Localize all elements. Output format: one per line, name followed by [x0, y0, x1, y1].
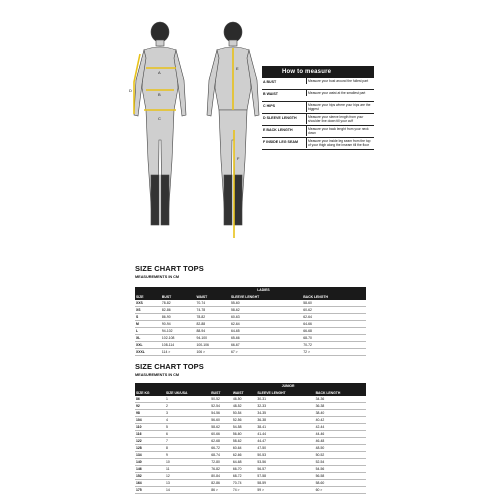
table-cell: 47-50: [256, 445, 314, 452]
table-cell: 56-60: [232, 431, 257, 438]
table-cell: 46-48: [315, 438, 366, 445]
table-cell: 58-59: [256, 480, 314, 487]
junior-chart-title: SIZE CHART TOPS: [135, 362, 204, 371]
table-cell: 146: [135, 466, 165, 473]
table-row: [135, 466, 366, 473]
table-cell: 62-64: [302, 314, 366, 321]
letter-b: B: [158, 92, 161, 97]
table-cell: 60-64: [232, 445, 257, 452]
table-cell: 54-56: [210, 410, 232, 417]
table-cell: 56-60: [210, 417, 232, 424]
table-cell: 62-64: [230, 321, 302, 328]
table-cell: 60-66: [210, 431, 232, 438]
table-cell: 30-31: [256, 396, 314, 403]
table-cell: 2: [165, 403, 210, 410]
letter-d: D: [129, 88, 132, 93]
measure-item: [262, 126, 374, 138]
table-cell: 122: [135, 438, 165, 445]
table-cell: 74-78: [195, 307, 230, 314]
measure-label: E BACK LENGTH: [263, 128, 293, 132]
table-cell: 140: [135, 459, 165, 466]
column-header: SIZE KG: [135, 390, 165, 396]
table-cell: XXXL: [135, 349, 161, 356]
table-cell: 36-38: [256, 417, 314, 424]
table-cell: 108-114: [161, 342, 196, 349]
table-cell: 50-54: [232, 410, 257, 417]
junior-group-label: JUNIOR: [210, 383, 366, 390]
table-cell: 58-60: [302, 300, 366, 307]
table-cell: 58-62: [232, 438, 257, 445]
table-row: [135, 480, 366, 487]
measure-item: [262, 114, 374, 126]
junior-chart-subtitle: MEASUREMENTS IN CM: [135, 373, 180, 377]
table-cell: 58-62: [210, 424, 232, 431]
table-cell: 60 >: [315, 487, 366, 494]
table-cell: 86: [135, 396, 165, 403]
table-cell: XS: [135, 307, 161, 314]
table-cell: 41-44: [256, 431, 314, 438]
table-cell: 72-80: [210, 459, 232, 466]
table-cell: 14: [165, 487, 210, 494]
table-row: [135, 328, 366, 335]
table-cell: 56-58: [315, 473, 366, 480]
table-cell: 114 >: [161, 349, 196, 356]
letter-e: E: [236, 66, 239, 71]
table-row: [135, 335, 366, 342]
table-cell: 34-35: [256, 410, 314, 417]
table-cell: 78-82: [195, 314, 230, 321]
ladies-chart-title: SIZE CHART TOPS: [135, 264, 204, 273]
table-cell: 116: [135, 431, 165, 438]
table-cell: 68-74: [210, 452, 232, 459]
junior-size-table: [135, 383, 366, 494]
table-cell: 100-106: [195, 342, 230, 349]
table-row: [135, 459, 366, 466]
table-row: [135, 445, 366, 452]
table-cell: 86 >: [210, 487, 232, 494]
table-cell: 62-66: [232, 452, 257, 459]
column-header: BACK LENGTH: [302, 294, 366, 300]
table-cell: 94-100: [195, 335, 230, 342]
table-cell: 64-66: [302, 321, 366, 328]
table-cell: 60-63: [230, 314, 302, 321]
table-cell: 94-102: [161, 328, 196, 335]
measure-desc: Measure your bust around the fullest part: [306, 78, 374, 84]
table-cell: 88-94: [195, 328, 230, 335]
table-cell: 164: [135, 480, 165, 487]
table-cell: 50-52: [210, 396, 232, 403]
table-cell: 44-47: [256, 438, 314, 445]
column-header: WAIST: [232, 390, 257, 396]
measure-item: [262, 90, 374, 102]
table-cell: 76-82: [210, 466, 232, 473]
table-cell: 90-94: [161, 321, 196, 328]
table-cell: 10: [165, 459, 210, 466]
table-cell: 34-36: [315, 396, 366, 403]
table-cell: 67 >: [230, 349, 302, 356]
table-row: [135, 438, 366, 445]
measure-item: [262, 138, 374, 150]
table-cell: 98: [135, 410, 165, 417]
table-cell: 74 >: [232, 487, 257, 494]
table-cell: 66-67: [230, 342, 302, 349]
table-cell: 82-88: [195, 321, 230, 328]
table-cell: 64-65: [230, 328, 302, 335]
table-cell: 92: [135, 403, 165, 410]
table-cell: 4: [165, 417, 210, 424]
rider-illustration: [128, 10, 268, 245]
measure-desc: Measure your inside leg seam from the top of your thigh along the inseam till the floor: [306, 138, 374, 148]
table-cell: 1: [165, 396, 210, 403]
table-row: [135, 424, 366, 431]
table-cell: 50-52: [315, 452, 366, 459]
table-cell: 78-82: [161, 300, 196, 307]
table-cell: 80-84: [210, 473, 232, 480]
table-cell: 53-56: [256, 459, 314, 466]
table-cell: 72 >: [302, 349, 366, 356]
column-header: BUST: [161, 294, 196, 300]
table-cell: 102-108: [161, 335, 196, 342]
table-cell: L: [135, 328, 161, 335]
ladies-size-table: [135, 287, 366, 356]
table-cell: 60-62: [302, 307, 366, 314]
ladies-chart-subtitle: MEASUREMENTS IN CM: [135, 275, 180, 279]
table-cell: 5: [165, 424, 210, 431]
table-cell: 70-74: [232, 480, 257, 487]
table-cell: 59 >: [256, 487, 314, 494]
table-cell: 66-70: [232, 466, 257, 473]
table-cell: 46-50: [232, 396, 257, 403]
table-cell: 50-53: [256, 452, 314, 459]
table-cell: 54-56: [315, 466, 366, 473]
table-cell: 66-68: [302, 328, 366, 335]
table-row: [135, 342, 366, 349]
column-header: SIZE: [135, 294, 161, 300]
column-header: SLEEVE LENGHT: [256, 390, 314, 396]
table-cell: 104: [135, 417, 165, 424]
table-cell: 152: [135, 473, 165, 480]
table-cell: 38-41: [256, 424, 314, 431]
measure-item: [262, 102, 374, 114]
table-row: [135, 417, 366, 424]
table-row: [135, 314, 366, 321]
table-cell: 70-72: [302, 342, 366, 349]
table-cell: S: [135, 314, 161, 321]
table-cell: 82-86: [210, 480, 232, 487]
table-cell: 12: [165, 473, 210, 480]
table-row: [135, 403, 366, 410]
table-cell: XL: [135, 335, 161, 342]
table-cell: 8: [165, 445, 210, 452]
table-row: [135, 321, 366, 328]
table-row: [135, 431, 366, 438]
table-cell: 57-58: [256, 473, 314, 480]
table-cell: 52-54: [315, 459, 366, 466]
table-cell: 52-56: [232, 417, 257, 424]
letter-a: A: [158, 70, 161, 75]
table-row: [135, 473, 366, 480]
measure-desc: Measure your sleeve length from your shoulder line down till your cuff: [306, 114, 374, 124]
ladies-group-label: LADIES: [161, 287, 366, 294]
how-to-measure-title: How to measure: [262, 66, 374, 78]
table-cell: 55-60: [230, 300, 302, 307]
measure-label: B WAIST: [263, 92, 278, 96]
table-cell: 110: [135, 424, 165, 431]
table-cell: 3: [165, 410, 210, 417]
column-header: BUST: [210, 390, 232, 396]
measure-label: C HIPS: [263, 104, 275, 108]
column-header: WAIST: [195, 294, 230, 300]
table-cell: 48-50: [315, 445, 366, 452]
table-cell: 58-60: [315, 480, 366, 487]
measure-label: A BUST: [263, 80, 277, 84]
table-cell: 175: [135, 487, 165, 494]
table-cell: 40-42: [315, 417, 366, 424]
table-cell: 68-70: [302, 335, 366, 342]
table-cell: 13: [165, 480, 210, 487]
table-cell: XXL: [135, 342, 161, 349]
measure-desc: Measure your hips where your hips are the biggest: [306, 102, 374, 112]
table-cell: 36-38: [315, 403, 366, 410]
table-cell: 58-62: [230, 307, 302, 314]
measure-label: D SLEEVE LENGTH: [263, 116, 297, 120]
table-cell: 62-68: [210, 438, 232, 445]
measure-desc: Measure your waist at the smallest part: [306, 90, 374, 96]
table-cell: 48-52: [232, 403, 257, 410]
letter-c: C: [158, 116, 161, 121]
table-cell: M: [135, 321, 161, 328]
measure-item: [262, 78, 374, 90]
table-cell: XXS: [135, 300, 161, 307]
column-header: BACK LENGTH: [315, 390, 366, 396]
table-cell: 68-72: [232, 473, 257, 480]
table-cell: 70-74: [195, 300, 230, 307]
table-row: [135, 349, 366, 356]
table-cell: 54-58: [232, 424, 257, 431]
table-row: [135, 410, 366, 417]
table-cell: 128: [135, 445, 165, 452]
measurement-figures: [128, 10, 268, 245]
table-cell: 11: [165, 466, 210, 473]
table-cell: 65-66: [230, 335, 302, 342]
table-cell: 52-54: [210, 403, 232, 410]
table-cell: 44-46: [315, 431, 366, 438]
table-cell: 42-44: [315, 424, 366, 431]
table-cell: 106 >: [195, 349, 230, 356]
table-cell: 134: [135, 452, 165, 459]
measure-desc: Measure your back lenght from your neck down: [306, 126, 374, 136]
table-cell: 86-90: [161, 314, 196, 321]
letter-f: F: [237, 156, 240, 161]
column-header: SIZE UK/USA: [165, 390, 210, 396]
table-row: [135, 452, 366, 459]
measure-label: F INSIDE LEG SEAM: [263, 140, 298, 144]
table-cell: 7: [165, 438, 210, 445]
table-cell: 82-86: [161, 307, 196, 314]
column-header: SLEEVE LENGHT: [230, 294, 302, 300]
table-cell: 32-33: [256, 403, 314, 410]
table-cell: 38-40: [315, 410, 366, 417]
table-row: [135, 487, 366, 494]
table-cell: 64-68: [232, 459, 257, 466]
table-cell: 6: [165, 431, 210, 438]
how-to-measure-box: [262, 66, 374, 150]
table-cell: 56-57: [256, 466, 314, 473]
table-cell: 66-72: [210, 445, 232, 452]
table-row: [135, 307, 366, 314]
table-cell: 9: [165, 452, 210, 459]
